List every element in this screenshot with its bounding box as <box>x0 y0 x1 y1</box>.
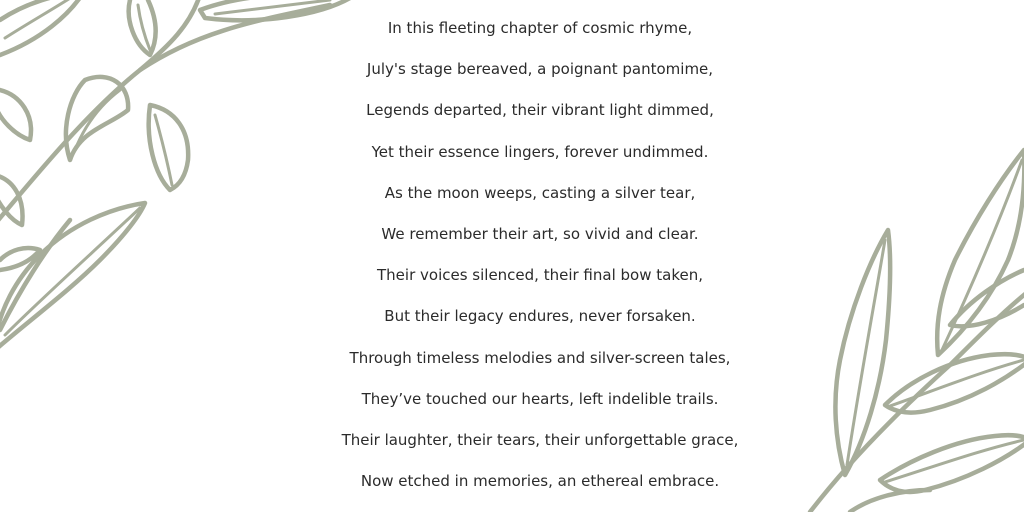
poem-line: Yet their essence lingers, forever undimmed. <box>371 142 709 161</box>
poem-line: As the moon weeps, casting a silver tear, <box>384 183 696 202</box>
poem-line: Through timeless melodies and silver-screen tales, <box>349 348 731 367</box>
poem-line: They’ve touched our hearts, left indelible trails. <box>361 389 719 408</box>
poem-line: Their voices silenced, their final bow taken, <box>377 266 703 285</box>
poem-line: In this fleeting chapter of cosmic rhyme, <box>387 19 693 37</box>
leaf-branch-icon <box>790 140 1024 512</box>
poem-line: We remember their art, so vivid and clear. <box>381 224 699 243</box>
poem-text <box>300 15 780 509</box>
poem-line: July's stage bereaved, a poignant pantomime, <box>366 60 714 79</box>
poem-line: But their legacy endures, never forsaken. <box>384 307 696 326</box>
poem-line: Their laughter, their tears, their unforgettable grace, <box>341 430 739 449</box>
poem-line: Now etched in memories, an ethereal embrace. <box>360 472 720 491</box>
poem-line: Legends departed, their vibrant light dimmed, <box>366 101 714 120</box>
